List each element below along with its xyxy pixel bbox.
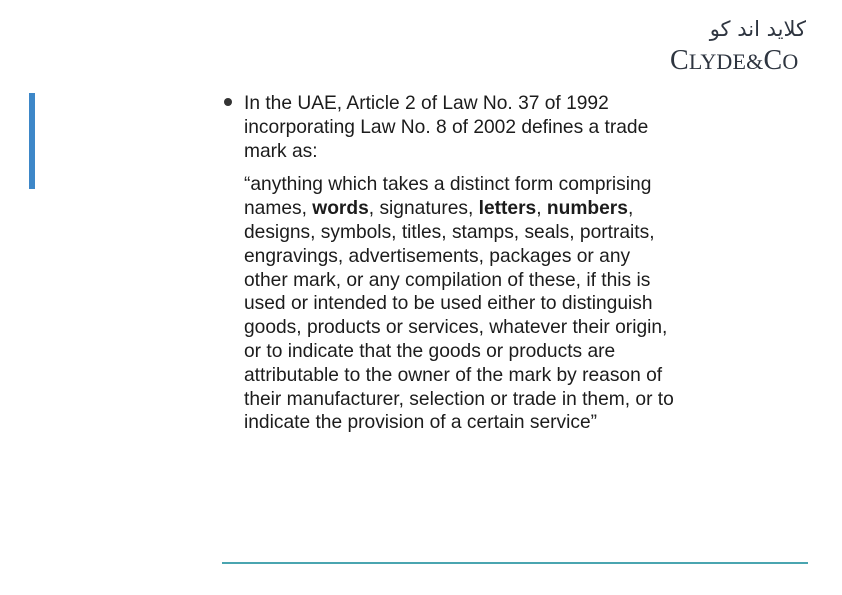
quote-text-segment: , designs, symbols, titles, stamps, seals, portraits, engravings, advertisements, packages or any other mark, or any compilation of these, if this is used or intended to be used either to distinguish goods, products or services, whatever their origin, or to indicate that the goods or products are attributable to the owner of the mark by reason of their manufacturer, selection or trade in them, or to indicate the provision of a certain service”: [244, 198, 674, 434]
logo-latin-text: CLYDE&CO: [670, 45, 799, 76]
trade-mark-definition-quote: [224, 173, 674, 435]
content-area: [224, 92, 674, 435]
quote-bold-term: numbers: [546, 198, 628, 220]
accent-bar: [29, 93, 35, 189]
bullet-intro-text: In the UAE, Article 2 of Law No. 37 of 1992 incorporating Law No. 8 of 2002 defines a trade mark as:: [244, 93, 649, 162]
bullet-dot-icon: [224, 98, 232, 106]
footer-divider: [222, 562, 808, 564]
quote-text-segment: “anything which takes a distinct form comprising names,: [244, 174, 652, 220]
quote-bold-term: letters: [478, 198, 537, 220]
logo-arabic-text: كلايد اند كو: [709, 17, 806, 41]
quote-text-segment: , signatures,: [368, 198, 479, 220]
quote-bold-term: words: [312, 198, 369, 220]
quote-text-segment: ,: [536, 198, 547, 220]
bullet-item: [224, 92, 674, 163]
clyde-co-logo: [668, 14, 810, 76]
